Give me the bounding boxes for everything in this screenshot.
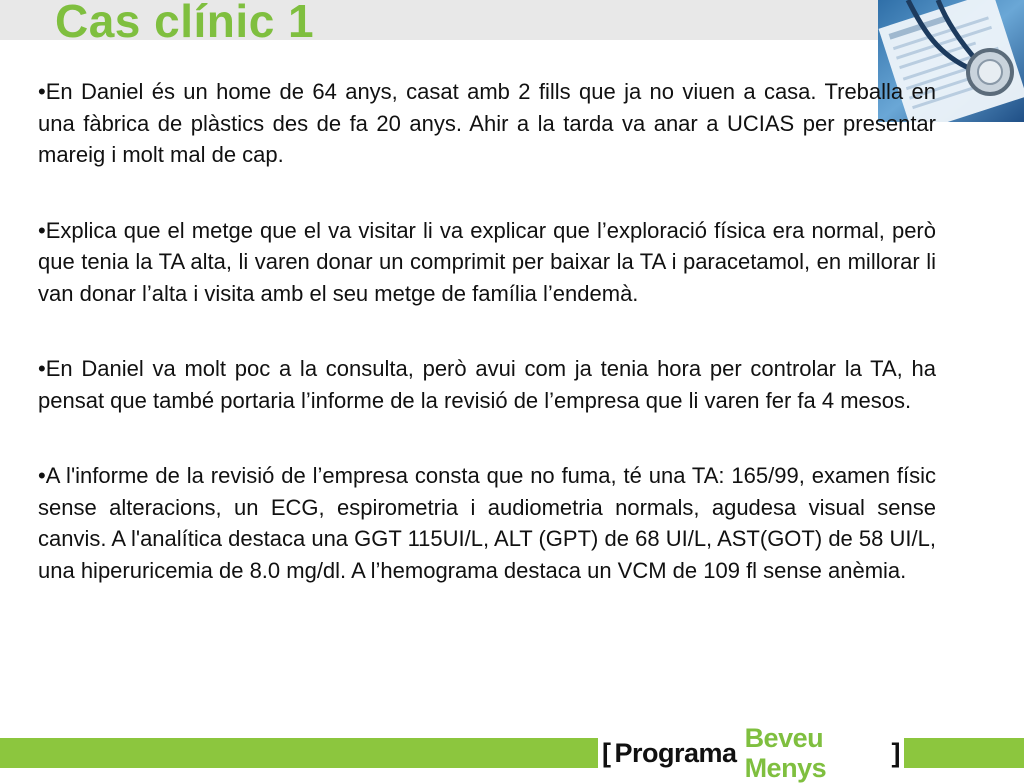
logo-bracket-close: ]: [891, 738, 900, 768]
logo-bracket-open: [: [602, 738, 611, 768]
paragraph-patient-intro: •En Daniel és un home de 64 anys, casat amb 2 fills que ja no viuen a casa. Treballa en una fàbrica de plàstics des de fa 20 anys. Ahir a la tarda va anar a UCIAS per presentar mareig i molt mal de cap.: [38, 79, 936, 167]
logo-word-beveu-menys: Beveu Menys: [744, 723, 827, 783]
paragraph-consultation: •En Daniel va molt poc a la consulta, però avui com ja tenia hora per controlar la TA, ha pensat que també portaria l’informe de la revisió de l’empresa que li varen fer fa 4 mesos.: [38, 356, 936, 413]
program-logo: [598, 723, 904, 783]
slide-title: Cas clínic 1: [55, 0, 315, 47]
paragraph-emergency-visit: •Explica que el metge que el va visitar li va explicar que l’exploració física era normal, però que tenia la TA alta, li varen donar un comprimit per baixar la TA i paracetamol, en millorar li van donar l’alta i visita amb el seu metge de família l’endemà.: [38, 217, 936, 306]
paragraph-company-report: •A l'informe de la revisió de l’empresa consta que no fuma, té una TA: 165/99, examen físic sense alteracions, un ECG, espirometria i audiometria normals, agudesa visual sense canvis. A l'analítica destaca una GGT 115UI/L, ALT (GPT) de 68 UI/L, AST(GOT) de 58 UI/L, una hiperuricemia de 8.0 mg/dl. A l’hemograma destaca un VCM de 109 fl sense anèmia.: [38, 463, 936, 583]
case-description: [38, 76, 936, 630]
logo-word-programa: Programa: [614, 738, 737, 768]
